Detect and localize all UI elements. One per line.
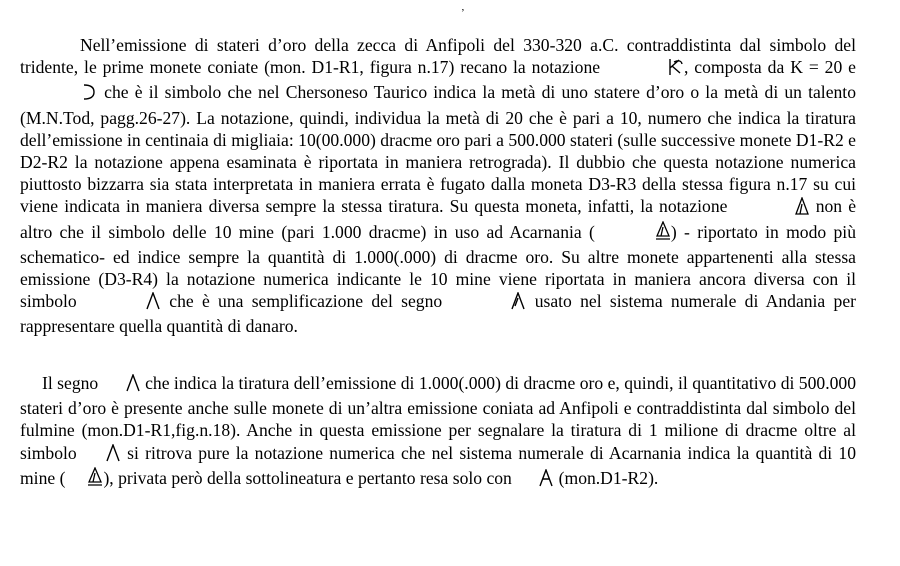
underlined-delta-symbol-icon (65, 467, 103, 492)
underlined-delta-symbol-icon (595, 221, 671, 246)
paragraph-2-text-2: che indica la tiratura dell’emissione di 1.000(.000) di dracme oro e, quindi, il quantitativo di 500.000 stateri d’oro è presente anche sulle monete di un’altra emissione coniata ad Anfipoli e contraddistinta dal simbolo del fulmine (mon.D1-R1,fig.n.18). Anche in questa emissione per segnalare la tiratura di 1 milione di dracme oltre al simbolo (20, 373, 856, 463)
delta-symbol-icon (516, 469, 554, 492)
paragraph-2-text-4: ), privata però della sottolineatura e pertanto resa solo con (103, 467, 517, 488)
lambda-symbol-icon (85, 292, 161, 315)
paragraph-2-text-1: Il segno (42, 373, 103, 393)
paragraph-1-text-4: non è altro che il simbolo delle 10 mine (pari 1.000 dracme) in uso ad Acarnania ( (20, 196, 857, 242)
paragraph-1-text-2: , composta da K = 20 e (683, 57, 856, 78)
paragraph-1-text-6: che è una semplificazione del segno (160, 291, 451, 312)
k-with-half-stroke-symbol-icon (606, 58, 684, 81)
paragraph-1 (20, 34, 856, 338)
paragraph-2-text-5: (mon.D1-R2). (554, 467, 659, 488)
lambda-symbol-icon (83, 444, 121, 467)
paragraph-1-text-3: che è il simbolo che nel Chersoneso Taurico indica la metà di uno statere d’oro o la metà di un talento (M.N.Tod, pagg.26-27). La notazione, quindi, individua la metà di 20 che è pari a 10, numero che indica la tiratura dell’emissione in centinaia di migliaia: 10(00.000) dracme oro pari a 500.000 stateri (sulle successive monete D1-R2 e D2-R2 la notazione appena esaminata è riportata in maniera retrograda). Il dubbio che questa notazione numerica piuttosto bizzarra sia stata interpretata in maniera errata è fugato dalla moneta D3-R3 della stessa figura n.17 su cui viene indicata in maniera diversa sempre la stessa tiratura. Su questa moneta, infatti, la notazione (20, 82, 856, 217)
paragraph-2-text-3: si ritrova pure la notazione numerica che nel sistema numerale di Acarnania indica la quantità di 10 mine ( (20, 442, 856, 488)
paragraph-1-text-1: Nell’emissione di stateri d’oro della zecca di Anfipoli del 330-320 a.C. contraddistinta dal simbolo del tridente, le prime monete coniate (mon. D1-R1, figura n.17) recano la notazione (20, 35, 856, 78)
stray-mark: ’ (461, 7, 465, 19)
reversed-c-half-symbol-icon (20, 83, 98, 106)
paragraph-2 (20, 372, 856, 492)
paragraph-1-text-7: usato nel sistema numerale di Andania per rappresentare quella quantità di danaro. (20, 291, 856, 337)
delta-with-inner-stroke-symbol-icon (734, 197, 810, 220)
lambda-with-inner-stroke-symbol-icon (450, 292, 526, 315)
lambda-symbol-icon (103, 374, 141, 397)
paragraph-1-text-5: ) - riportato in modo più schematico- ed indice sempre la quantità di 1.000(.000) di dracme oro. Su altre monete appartenenti alla stessa emissione (D3-R4) la notazione numerica indicante le 10 mine viene riportata in maniera ancora diversa con il simbolo (20, 221, 856, 312)
